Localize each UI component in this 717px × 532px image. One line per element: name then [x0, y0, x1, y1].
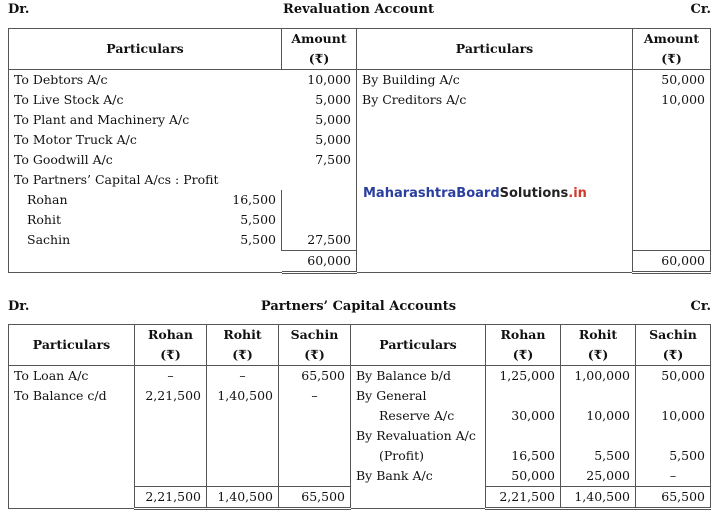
dr-particulars-header: Particulars [9, 29, 282, 70]
cr-particulars-header: Particulars [351, 325, 486, 366]
partner-total: 27,500 [282, 230, 357, 251]
table-row: To Plant and Machinery A/c 5,000 [9, 110, 711, 130]
cr-particulars-header: Particulars [357, 29, 633, 70]
partner-share: 5,500 [207, 210, 282, 230]
cr-amount-header: Amount [633, 29, 711, 50]
dr-label: Dr. [8, 299, 30, 314]
partner-name: Rohit [9, 210, 207, 230]
revaluation-total-cr: 60,000 [633, 251, 711, 273]
cr-label: Cr. [690, 2, 711, 17]
cr-label: Cr. [690, 299, 711, 314]
partner-share: 16,500 [207, 190, 282, 210]
total-row [9, 251, 711, 273]
capital-header [0, 297, 717, 317]
table-row: To Partners’ Capital A/cs : Profit [9, 170, 711, 190]
table-row [9, 210, 711, 230]
partner-name: Rohan [9, 190, 207, 210]
total-rohit-dr: 1,40,500 [207, 487, 279, 509]
table-row [9, 230, 711, 251]
revaluation-total-dr: 60,000 [282, 251, 357, 273]
dr-amount-header: Amount [282, 29, 357, 50]
table-row: Reserve A/c 30,000 10,000 10,000 [9, 406, 711, 426]
table-row: To Live Stock A/c 5,000 By Creditors A/c 10,000 [9, 90, 711, 110]
total-sachin-dr: 65,500 [279, 487, 351, 509]
table-row [9, 190, 711, 210]
capital-table: Particulars Rohan Rohit Sachin Particulars Rohan Rohit Sachin (₹) (₹) (₹) (₹) (₹) (₹) To Loan A/c – – 65,500 By Balance b/d 1,25,000 1,00,000 50,000 To Balance c/d 2,21,500 1,40,500 – By General Reserve A/c 30,000 10,000 10,000 By Revaluation A/c (Profit) 16,500 5,500 5,500 By Bank A/c 50,000 25,000 – 2,21,500 1,40,500 65,500 2,21,500 1,40,500 65,500 [8, 324, 711, 510]
table-row: To Goodwill A/c 7,500 [9, 150, 711, 170]
table-row: To Balance c/d 2,21,500 1,40,500 – By General [9, 386, 711, 406]
table-row: By Bank A/c 50,000 25,000 – [9, 466, 711, 487]
dr-label: Dr. [8, 2, 30, 17]
partner-share: 5,500 [207, 230, 282, 251]
partner-name: Sachin [9, 230, 207, 251]
table-row: To Motor Truck A/c 5,000 [9, 130, 711, 150]
watermark: MaharashtraBoardSolutions.in [363, 186, 587, 201]
total-rohit-cr: 1,40,500 [561, 487, 636, 509]
total-rohan-dr: 2,21,500 [135, 487, 207, 509]
table-row: To Loan A/c – – 65,500 By Balance b/d 1,25,000 1,00,000 50,000 [9, 366, 711, 387]
revaluation-title: Revaluation Account [283, 2, 434, 17]
capital-title: Partners’ Capital Accounts [260, 299, 457, 314]
capital-head-row: Particulars Rohan Rohit Sachin Particulars Rohan Rohit Sachin [9, 325, 711, 346]
total-sachin-cr: 65,500 [636, 487, 711, 509]
dr-rupee-label: (₹) [282, 49, 357, 70]
total-row [9, 487, 711, 509]
cr-rupee-label: (₹) [633, 49, 711, 70]
revaluation-table [8, 28, 711, 274]
dr-particulars-header: Particulars [9, 325, 135, 366]
total-rohan-cr: 2,21,500 [486, 487, 561, 509]
table-row: To Debtors A/c 10,000 By Building A/c 50,000 [9, 70, 711, 91]
table-row: By Revaluation A/c [9, 426, 711, 446]
table-row: (Profit) 16,500 5,500 5,500 [9, 446, 711, 466]
revaluation-head-row [9, 29, 711, 50]
revaluation-header [0, 0, 717, 20]
